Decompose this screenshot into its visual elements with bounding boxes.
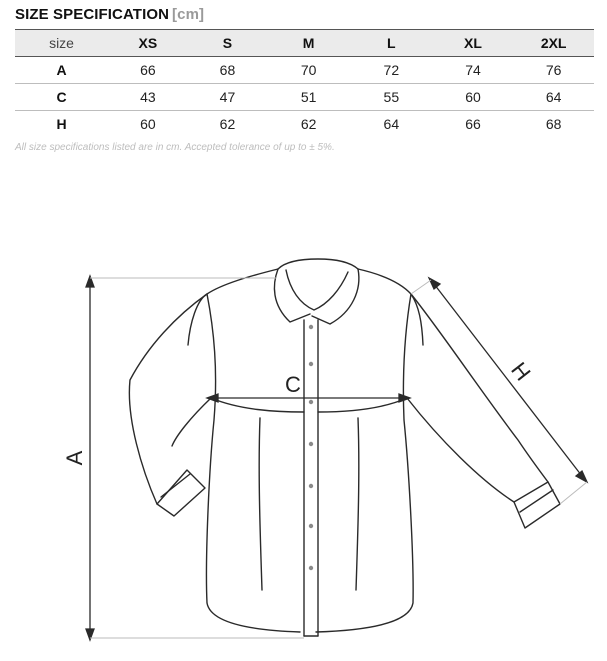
table-cell: 68: [188, 57, 268, 84]
header-size: size: [15, 30, 108, 57]
header-s: S: [188, 30, 268, 57]
table-cell: 76: [513, 57, 594, 84]
table-cell: 66: [465, 116, 481, 132]
tolerance-note: All size specifications listed are in cm. Accepted tolerance of up to ± 5%.: [15, 142, 335, 153]
table-cell: 62: [219, 116, 236, 132]
table-cell: 68: [545, 116, 562, 132]
table-cell: 47: [188, 84, 268, 111]
shirt-buttons: [309, 325, 313, 570]
dimension-lines: [86, 276, 587, 640]
label-h: H: [506, 357, 536, 386]
table-cell: 64: [383, 116, 400, 132]
table-cell: 66: [108, 57, 188, 84]
table-cell: 60: [140, 116, 156, 132]
table-cell: 43: [108, 84, 188, 111]
header-2xl: 2XL: [513, 30, 594, 57]
title-text: SIZE SPECIFICATION: [15, 6, 170, 23]
header-xs: XS: [108, 30, 188, 57]
table-cell: 62: [300, 116, 317, 132]
table-cell: 70: [267, 57, 350, 84]
table-cell: 72: [350, 57, 433, 84]
row-label: H: [56, 116, 67, 132]
header-m: M: [267, 30, 350, 57]
table-cell: 51: [267, 84, 350, 111]
table-cell: 55: [350, 84, 433, 111]
row-label: A: [15, 57, 108, 84]
title-unit: [cm]: [172, 6, 205, 23]
row-label: C: [15, 84, 108, 111]
table-cell: 74: [433, 57, 514, 84]
table-cell: 60: [433, 84, 514, 111]
header-xl: XL: [433, 30, 514, 57]
label-c: C: [285, 372, 301, 397]
table-cell: 64: [513, 84, 594, 111]
shirt-outline: [129, 259, 560, 636]
header-l: L: [350, 30, 433, 57]
label-a: A: [62, 450, 87, 466]
